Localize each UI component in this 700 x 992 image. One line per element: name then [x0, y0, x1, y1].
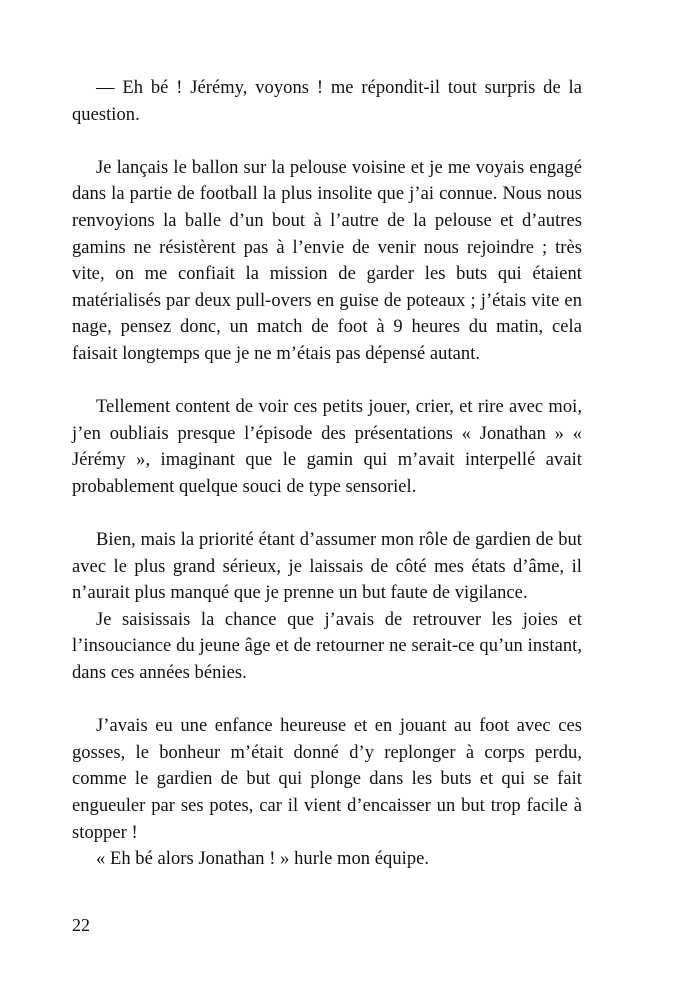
- paragraph-4: Bien, mais la priorité étant d’assumer mon rôle de gardien de but avec le plus grand sérieux, je laissais de côté mes états d’âme, il n’aurait plus manqué que je prenne un but faute de vigilance.: [72, 530, 582, 604]
- paragraph-1: — Eh bé ! Jérémy, voyons ! me répondit-il tout surpris de la question.: [72, 78, 582, 125]
- page-number: 22: [72, 915, 90, 935]
- paragraph-5: Je saisissais la chance que j’avais de retrouver les joies et l’insouciance du jeune âge et de retourner ne serait-ce qu’un instant, dans ces années bénies.: [72, 609, 582, 684]
- page-body: [72, 75, 582, 873]
- paragraph-3: Tellement content de voir ces petits jouer, crier, et rire avec moi, j’en oubliais presque l’épisode des présentations « Jonathan » « Jérémy », imaginant que le gamin qui m’avait interpellé avait probablement quelque souci de type sensoriel.: [72, 397, 582, 497]
- paragraph-7: « Eh bé alors Jonathan ! » hurle mon équipe.: [96, 849, 430, 870]
- paragraph-2: Je lançais le ballon sur la pelouse voisine et je me voyais engagé dans la partie de football la plus insolite que j’ai connue. Nous nous renvoyions la balle d’un bout à l’autre de la pelouse et d’autres gamins ne résistèrent pas à l’envie de venir nous rejoindre ; très vite, on me confiait la mission de garder les buts qui étaient matérialisés par deux pull-overs en guise de poteaux ; j’étais vite en nage, pensez donc, un match de foot à 9 heures du matin, cela faisait longtemps que je ne m’étais pas dépensé autant.: [72, 157, 582, 364]
- paragraph-6: J’avais eu une enfance heureuse et en jouant au foot avec ces gosses, le bonheur m’était donné d’y replonger à corps perdu, comme le gardien de but qui plonge dans les buts et qui se fait engueuler par ses potes, car il vient d’encaisser un but trop facile à stopper !: [72, 716, 582, 843]
